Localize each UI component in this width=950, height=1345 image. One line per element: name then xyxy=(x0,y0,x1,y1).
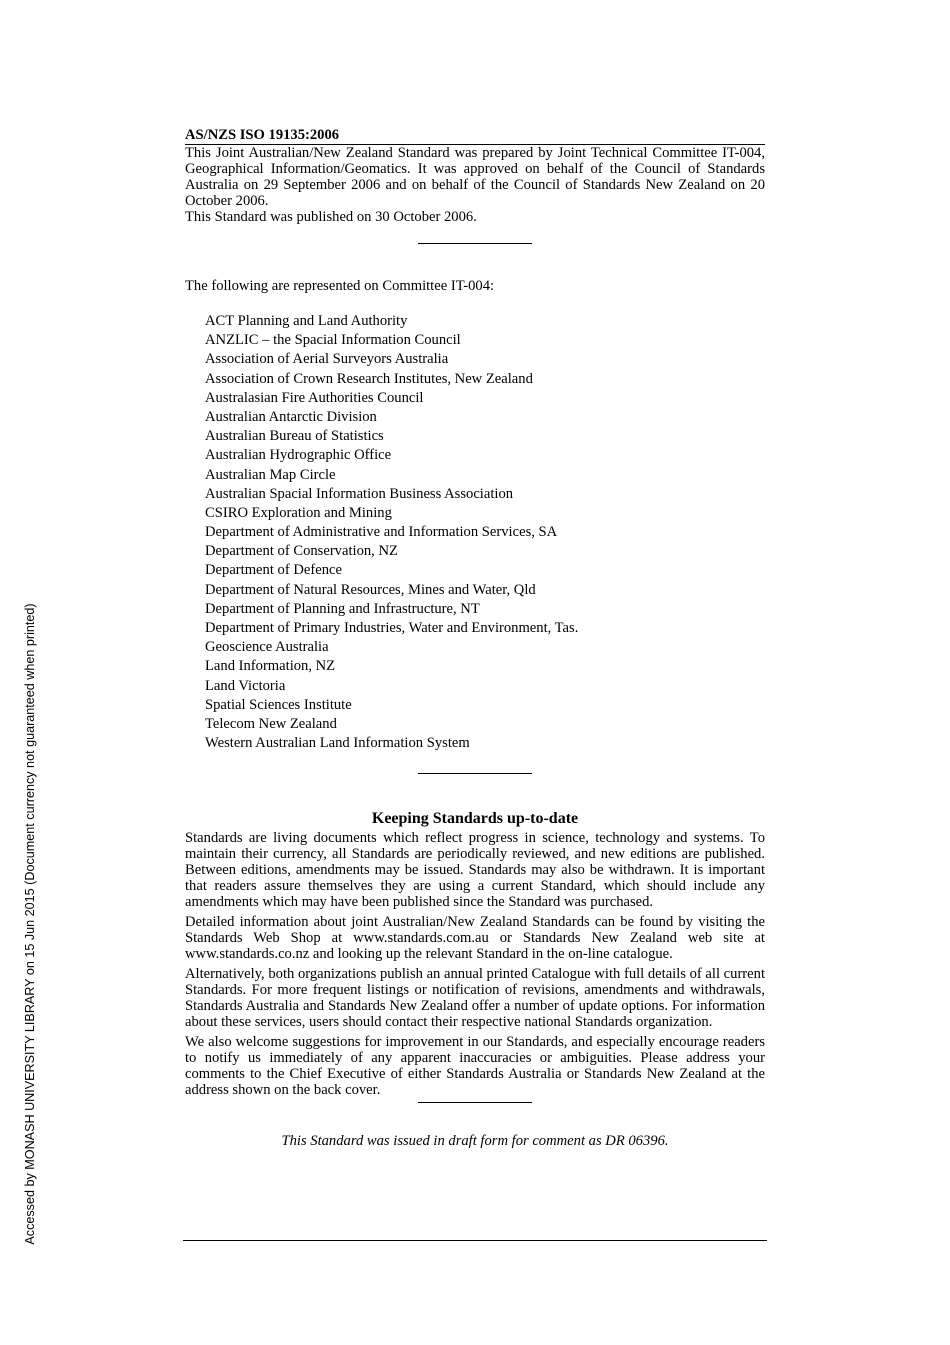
paragraph: Detailed information about joint Australian/New Zealand Standards can be found by visiting the Standards Web Shop at www.standards.com.au or Standards New Zealand web site at www.standards.co.nz and looking up the relevant Standard in the on-line catalogue. xyxy=(185,914,765,963)
draft-note: This Standard was issued in draft form for comment as DR 06396. xyxy=(281,1133,669,1150)
list-item: ANZLIC – the Spacial Information Council xyxy=(205,332,461,349)
list-item: Australian Hydrographic Office xyxy=(205,447,392,464)
list-item: Land Information, NZ xyxy=(205,658,336,675)
list-item: Department of Planning and Infrastructure, NT xyxy=(205,600,480,617)
publication-date-statement: This Standard was published on 30 October 2006. xyxy=(185,209,477,225)
list-item: Western Australian Land Information System xyxy=(205,735,470,752)
list-item: Association of Aerial Surveyors Australia xyxy=(205,351,449,368)
standard-number: AS/NZS ISO 19135:2006 xyxy=(185,127,765,145)
preparation-statement: This Joint Australian/New Zealand Standard was prepared by Joint Technical Committee IT-004, Geographical Information/Geomatics. It was approved on behalf of the Council of Standards Australia on 29 September 2006 and on behalf of the Council of Standards New Zealand on 20 October 2006. xyxy=(185,145,765,209)
paragraph: Alternatively, both organizations publish an annual printed Catalogue with full details of all current Standards. For more frequent listings or notification of revisions, amendments and withdrawals, Standards Australia and Standards New Zealand offer a number of update options. For information about these services, users should contact their respective national Standards organization. xyxy=(185,966,765,1031)
list-item: Australian Map Circle xyxy=(205,466,336,483)
section-divider xyxy=(418,1102,532,1103)
list-item: Geoscience Australia xyxy=(205,639,329,656)
list-item: ACT Planning and Land Authority xyxy=(205,313,408,329)
list-item: Australian Spacial Information Business Association xyxy=(205,485,514,502)
list-item: Department of Administrative and Information Services, SA xyxy=(205,524,558,541)
section-divider xyxy=(418,773,532,774)
list-item: Department of Conservation, NZ xyxy=(205,543,398,560)
list-item: Department of Defence xyxy=(205,562,342,579)
list-item: Land Victoria xyxy=(205,677,286,694)
document-page xyxy=(185,127,765,1149)
committee-member-list xyxy=(205,312,765,753)
list-item: Australian Bureau of Statistics xyxy=(205,428,384,445)
list-item: Australasian Fire Authorities Council xyxy=(205,389,424,406)
committee-intro: The following are represented on Committee IT-004: xyxy=(185,278,495,294)
list-item: Department of Natural Resources, Mines and Water, Qld xyxy=(205,581,536,598)
list-item: Department of Primary Industries, Water and Environment, Tas. xyxy=(205,620,579,636)
list-item: Australian Antarctic Division xyxy=(205,408,377,425)
paragraph: We also welcome suggestions for improvement in our Standards, and especially encourage readers to notify us immediately of any apparent inaccuracies or ambiguities. Please address your comments to the Chief Executive of either Standards Australia or Standards New Zealand at the address shown on the back cover. xyxy=(185,1034,765,1099)
footer-rule xyxy=(183,1240,767,1241)
paragraph: Standards are living documents which reflect progress in science, technology and systems. To maintain their currency, all Standards are periodically reviewed, and new editions are published. Between editions, amendments may be issued. Standards may also be withdrawn. It is important that readers assure themselves they are using a current Standard, which should include any amendments which may have been published since the Standard was purchased. xyxy=(185,830,765,911)
list-item: Association of Crown Research Institutes, New Zealand xyxy=(205,370,533,387)
section-heading: Keeping Standards up-to-date xyxy=(371,810,579,828)
access-watermark-text: Accessed by MONASH UNIVERSITY LIBRARY on 15 Jun 2015 (Document currency not guaranteed when printed) xyxy=(23,603,37,1245)
list-item: Telecom New Zealand xyxy=(205,715,337,732)
list-item: CSIRO Exploration and Mining xyxy=(205,504,392,521)
section-divider xyxy=(418,243,532,244)
list-item: Spatial Sciences Institute xyxy=(205,696,352,713)
